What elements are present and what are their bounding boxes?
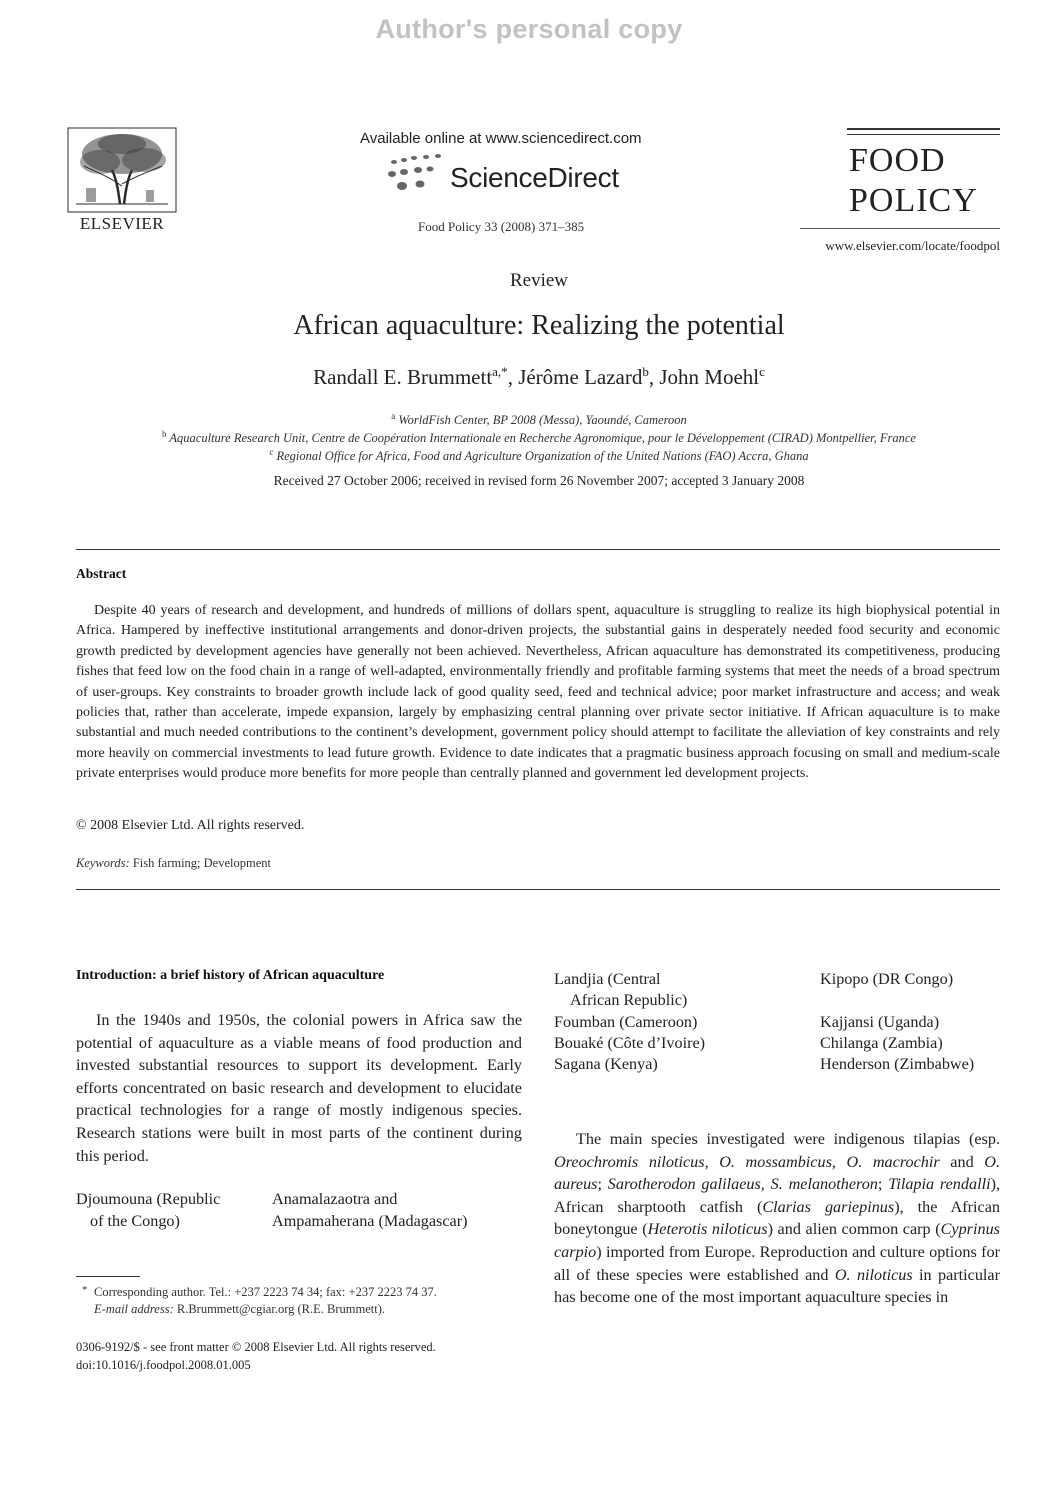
author-sup: b [642,364,649,379]
author-sup: c [759,364,765,379]
station-entry: Chilanga (Zambia) [820,1034,943,1052]
species-name: O. macrochir [846,1152,940,1171]
species-name: Tilapia rendalli [888,1175,991,1194]
author-name: Jérôme Lazard [518,365,643,389]
abstract-rule-bottom [76,889,1000,890]
intro-paragraph: In the 1940s and 1950s, the colonial powers in Africa saw the potential of aquaculture as a viable means of food production and invested substantial resources to support its development. Early efforts concentrated on basic research and development to elucidate practical technologies for a range of mostly indigenous species. Research stations were built in most parts of the continent during this period. [76,1011,522,1165]
email-link[interactable]: R.Brummett@cgiar.org (R.E. Brummett). [176,1302,386,1316]
author-sup: a,* [492,364,508,379]
article-type: Review [509,270,569,291]
affiliation-text: Aquaculture Research Unit, Centre de Coopération Internationale en Recherche Agronomique, pour le Développement (CIRAD) Montpellier, France [169,431,916,446]
available-online-text: Available online at www.sciencedirect.com [360,130,642,147]
copyright-line: © 2008 Elsevier Ltd. All rights reserved. [76,818,305,833]
text-run: , [760,1175,771,1194]
station-entry: African Republic) [570,991,688,1009]
journal-citation: Food Policy 33 (2008) 371–385 [418,219,585,234]
author-name: Randall E. Brummett [313,365,493,389]
species-name: Cyprinus carpio [554,1220,1000,1261]
text-run: ) imported from Europe. Reproduction and culture options for all of these species were established and [554,1242,1000,1284]
text-run: ; [597,1175,608,1194]
elsevier-wordmark: ELSEVIER [79,214,165,233]
text-run: , [831,1152,847,1171]
station-entry: Henderson (Zimbabwe) [820,1055,975,1073]
station-entry: of the Congo) [90,1212,180,1230]
masthead-rule [800,228,1000,229]
text-run: The main species investigated were indigenous tilapias (esp. [576,1130,1000,1148]
keywords-value: Fish farming; Development [132,856,271,870]
masthead-rule [847,134,1000,135]
affiliation-sup: a [391,411,396,421]
doi-line[interactable]: doi:10.1016/j.foodpol.2008.01.005 [76,1358,251,1372]
sciencedirect-name: ScienceDirect [450,162,619,193]
station-entry: Sagana (Kenya) [554,1055,658,1073]
keywords-line [76,856,271,871]
section-heading: Introduction: a brief history of African aquaculture [76,968,385,983]
journal-url: www.elsevier.com/locate/foodpol [825,238,1000,253]
station-entry: Bouaké (Côte d’Ivoire) [554,1034,706,1052]
text-run: and [939,1152,985,1171]
abstract-heading: Abstract [76,566,127,581]
footnote-rule [76,1276,140,1277]
text-run: ; [877,1175,889,1194]
issn-line: 0306-9192/$ - see front matter © 2008 Elsevier Ltd. All rights reserved. [76,1340,436,1354]
text-run: , [704,1152,720,1171]
affiliation-sup: c [269,447,274,457]
station-entry: Foumban (Cameroon) [554,1013,698,1031]
author-list: Randall E. Brummett$^{a,*}$, Jérôme Lazard$^b$, John Moehl$^c$ [313,364,765,389]
species-name: Heterotis niloticus [647,1220,768,1239]
affiliation-text: Regional Office for Africa, Food and Agriculture Organization of the United Nations (FAO) Accra, Ghana [276,449,809,464]
journal-name-line-2: POLICY [849,182,978,219]
station-entry: Landjia (Central [554,970,661,988]
footnote-corresponding: Corresponding author. Tel.: +237 2223 74 34; fax: +237 2223 74 37. [94,1285,437,1299]
journal-name-line-1: FOOD [849,142,946,179]
affiliation-sup: b [162,429,167,439]
article-title: African aquaculture: Realizing the potential [293,310,785,341]
author-name: John Moehl [659,365,760,389]
affiliation [60,447,1018,464]
text-run: ) and alien common carp ( [767,1220,941,1239]
affiliation [60,429,1018,446]
affiliation-text: WorldFish Center, BP 2008 (Messa), Yaoundé, Cameroon [398,413,687,428]
author-copy-watermark: Author's personal copy [375,14,683,44]
footnote-marker: * [82,1284,88,1296]
station-entry: Anamalazaotra and [272,1190,398,1208]
species-name: O. niloticus [834,1265,913,1284]
species-paragraph [554,1128,1000,1309]
species-name: Oreochromis niloticus [554,1152,705,1171]
email-label: E-mail address: [94,1302,174,1316]
station-entry: Kipopo (DR Congo) [820,970,954,988]
station-entry: Djoumouna (Republic [76,1190,221,1208]
species-name: S. melanotheron [770,1175,878,1194]
masthead-rule [847,128,1000,130]
species-name: O. mossambicus [719,1152,832,1171]
species-name: O. aureus [554,1152,1001,1194]
station-entry: Ampamaherana (Madagascar) [272,1212,468,1230]
affiliation [60,411,1018,428]
species-name: Clarias gariepinus [762,1197,895,1216]
text-run: ), the African boneytongue ( [554,1197,1000,1239]
article-dates: Received 27 October 2006; received in revised form 26 November 2007; accepted 3 January 2008 [273,473,805,488]
text-run: in particular has become one of the most important aquaculture species in [554,1265,1001,1307]
species-name: Sarotherodon galilaeus [607,1175,761,1194]
text-run: ), African sharptooth catfish ( [554,1175,1001,1216]
footnote-email [94,1302,385,1317]
station-entry: Kajjansi (Uganda) [820,1013,940,1031]
abstract-rule-top [76,549,1000,550]
abstract-text: Despite 40 years of research and development, and hundreds of millions of dollars spent, aquaculture is struggling to realize its high biophysical potential in Africa. Hampered by ineffective institutional arrangements and donor-driven projects, the substantial gains in desperately needed food security and economic growth predicted by development agencies have generally not been achieved. Nevertheless, African aquaculture has demonstrated its competitiveness, producing fishes that feed low on the food chain in a range of well-adapted, environmentally friendly and profitable farming systems that meet the needs of a broad spectrum of user-groups. Key constraints to broader growth include lack of good quality seed, feed and technical advice; poor market infrastructure and access; and weak policies that, rather than accelerate, impede expansion, largely by emphasizing central planning over private sector initiative. If African aquaculture is to make substantial and much needed contributions to the continent’s development, government policy should attempt to facilitate the alleviation of key constraints and rely more heavily on commercial investments to lead future growth. Evidence to date indicates that a pragmatic business approach focusing on small and medium-scale private enterprises would produce more benefits for more people than centrally planned and government led development projects. [76,603,1000,782]
keywords-label: Keywords: [76,856,130,870]
